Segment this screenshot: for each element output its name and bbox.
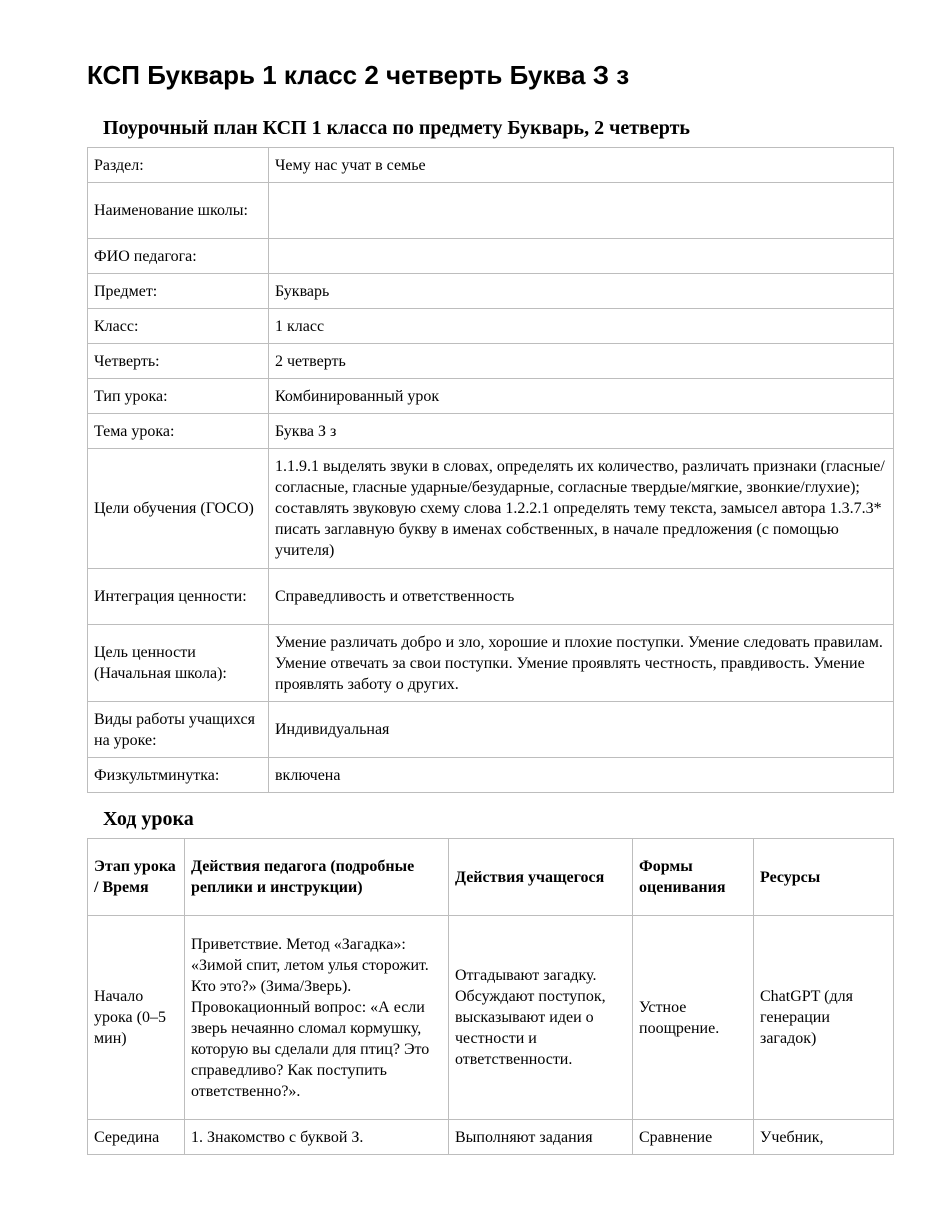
header-teacher-actions: Действия педагога (подробные реплики и инструкции) xyxy=(185,839,449,916)
info-row-value-goal xyxy=(88,625,894,702)
lesson-resources: ChatGPT (для генерации загадок) xyxy=(754,916,894,1120)
lesson-progress-table xyxy=(87,838,894,1155)
info-label: Интеграция ценности: xyxy=(88,569,269,625)
info-value: Справедливость и ответственность xyxy=(269,569,894,625)
info-row-section xyxy=(88,148,894,183)
header-stage: Этап урока / Время xyxy=(88,839,185,916)
info-value: 2 четверть xyxy=(269,344,894,379)
lesson-progress-title: Ход урока xyxy=(103,808,194,830)
info-row-school xyxy=(88,183,894,239)
info-value: Букварь xyxy=(269,274,894,309)
info-label: Тема урока: xyxy=(88,414,269,449)
info-label: Класс: xyxy=(88,309,269,344)
info-row-subject xyxy=(88,274,894,309)
lesson-info-table xyxy=(87,147,894,793)
lesson-assessment: Устное поощрение. xyxy=(633,916,754,1120)
info-row-lesson-type xyxy=(88,379,894,414)
info-label: Раздел: xyxy=(88,148,269,183)
lesson-student-actions: Выполняют задания xyxy=(449,1120,633,1155)
info-label: Четверть: xyxy=(88,344,269,379)
info-label: Предмет: xyxy=(88,274,269,309)
header-assessment: Формы оценивания xyxy=(633,839,754,916)
lesson-teacher-actions: 1. Знакомство с буквой З. xyxy=(185,1120,449,1155)
info-row-work-types xyxy=(88,702,894,758)
info-row-learning-goals xyxy=(88,449,894,569)
info-value: 1.1.9.1 выделять звуки в словах, определять их количество, различать признаки (гласные/ согласные, гласные ударные/безударные, согласные твердые/мягкие, звонкие/глухие); составлять звуковую схему слова 1.2.2.1 определять тему текста, замысел автора 1.3.7.3* писать заглавную букву в именах собственных, в начале предложения (с помощью учителя) xyxy=(269,449,894,569)
info-label: Наименование школы: xyxy=(88,183,269,239)
info-row-value-integration xyxy=(88,569,894,625)
lesson-stage: Середина xyxy=(88,1120,185,1155)
page-title: КСП Букварь 1 класс 2 четверть Буква З з xyxy=(87,60,630,90)
plan-title: Поурочный план КСП 1 класса по предмету Букварь, 2 четверть xyxy=(103,117,690,139)
lesson-student-actions: Отгадывают загадку. Обсуждают поступок, высказывают идеи о честности и ответственности. xyxy=(449,916,633,1120)
info-value xyxy=(269,183,894,239)
info-row-physical-break xyxy=(88,758,894,793)
info-value: Индивидуальная xyxy=(269,702,894,758)
info-value: Умение различать добро и зло, хорошие и плохие поступки. Умение следовать правилам. Умение отвечать за свои поступки. Умение проявлять честность, правдивость. Умение проявлять заботу о других. xyxy=(269,625,894,702)
info-value: Буква З з xyxy=(269,414,894,449)
info-row-quarter xyxy=(88,344,894,379)
lesson-header-row xyxy=(88,839,894,916)
lesson-assessment: Сравнение xyxy=(633,1120,754,1155)
lesson-stage: Начало урока (0–5 мин) xyxy=(88,916,185,1120)
info-label: Виды работы учащихся на уроке: xyxy=(88,702,269,758)
info-value: Чему нас учат в семье xyxy=(269,148,894,183)
info-row-lesson-topic xyxy=(88,414,894,449)
header-student-actions: Действия учащегося xyxy=(449,839,633,916)
info-label: ФИО педагога: xyxy=(88,239,269,274)
info-label: Цель ценности (Начальная школа): xyxy=(88,625,269,702)
info-value xyxy=(269,239,894,274)
lesson-row xyxy=(88,1120,894,1155)
info-value: включена xyxy=(269,758,894,793)
info-label: Тип урока: xyxy=(88,379,269,414)
lesson-row xyxy=(88,916,894,1120)
info-row-teacher xyxy=(88,239,894,274)
lesson-resources: Учебник, xyxy=(754,1120,894,1155)
info-value: 1 класс xyxy=(269,309,894,344)
info-value: Комбинированный урок xyxy=(269,379,894,414)
info-row-grade xyxy=(88,309,894,344)
info-label: Физкультминутка: xyxy=(88,758,269,793)
info-label: Цели обучения (ГОСО) xyxy=(88,449,269,569)
header-resources: Ресурсы xyxy=(754,839,894,916)
lesson-teacher-actions: Приветствие. Метод «Загадка»: «Зимой спит, летом улья сторожит. Кто это?» (Зима/Зверь). Провокационный вопрос: «А если зверь нечаянно сломал кормушку, которую вы сделали для птиц? Это справедливо? Как поступить ответственно?». xyxy=(185,916,449,1120)
